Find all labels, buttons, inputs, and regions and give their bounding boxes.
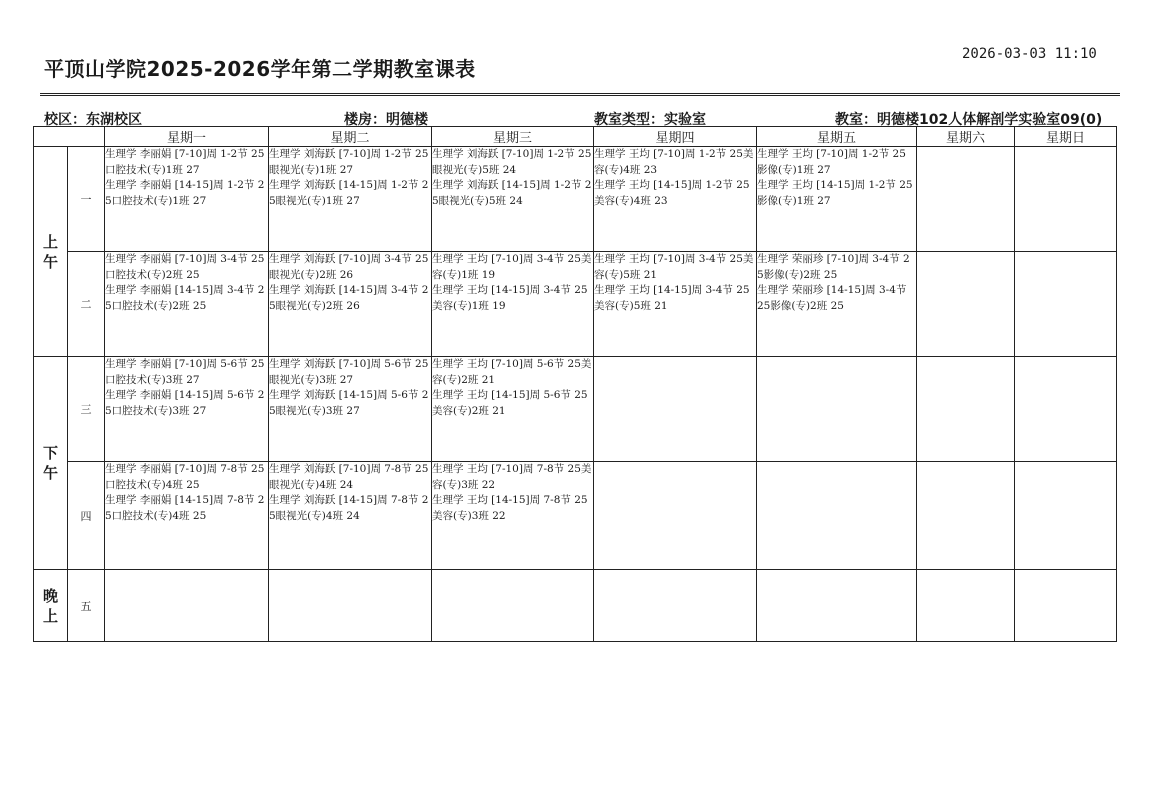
cell-s2-tue	[269, 252, 432, 357]
cell-s2-thu	[594, 252, 757, 357]
day-header-fri: 星期五	[757, 127, 917, 147]
cell-s5-sat	[917, 570, 1015, 642]
corner-cell	[34, 127, 105, 147]
cell-s3-thu	[594, 357, 757, 462]
slot-row-4	[34, 462, 1117, 570]
cell-s5-wed	[432, 570, 594, 642]
cell-s1-fri	[757, 147, 917, 252]
cell-s3-tue	[269, 357, 432, 462]
cell-s1-tue	[269, 147, 432, 252]
page-title: 平顶山学院2025-2026学年第二学期教室课表	[44, 57, 476, 81]
cell-s5-fri	[757, 570, 917, 642]
course-entry: 生理学 刘海跃 [7-10]周 7-8节 25眼视光(专)4班 24	[269, 463, 429, 491]
day-header-sun: 星期日	[1015, 127, 1117, 147]
period-evening	[34, 570, 68, 642]
slot-label-1: 一	[68, 147, 105, 252]
slot-label-3: 三	[68, 357, 105, 462]
cell-s1-mon	[105, 147, 269, 252]
cell-s4-thu	[594, 462, 757, 570]
period-evening-label: 晚上	[42, 586, 58, 625]
course-entry: 生理学 刘海跃 [7-10]周 5-6节 25眼视光(专)3班 27	[269, 358, 429, 386]
slot-label-4: 四	[68, 462, 105, 570]
course-entry: 生理学 王均 [14-15]周 3-4节 25美容(专)1班 19	[432, 284, 588, 312]
course-entry: 生理学 李丽娟 [14-15]周 3-4节 25口腔技术(专)2班 25	[105, 284, 265, 312]
cell-s4-fri	[757, 462, 917, 570]
course-entry: 生理学 刘海跃 [14-15]周 3-4节 25眼视光(专)2班 26	[269, 284, 429, 312]
course-entry: 生理学 刘海跃 [14-15]周 7-8节 25眼视光(专)4班 24	[269, 494, 429, 522]
cell-s4-tue	[269, 462, 432, 570]
course-entry: 生理学 刘海跃 [7-10]周 1-2节 25眼视光(专)1班 27	[269, 148, 429, 176]
cell-s4-wed	[432, 462, 594, 570]
period-morning-label: 上午	[42, 232, 58, 271]
printed-timestamp: 2026-03-03 11:10	[962, 46, 1097, 62]
course-entry: 生理学 刘海跃 [14-15]周 5-6节 25眼视光(专)3班 27	[269, 389, 429, 417]
day-header-wed: 星期三	[432, 127, 594, 147]
cell-s3-fri	[757, 357, 917, 462]
period-morning	[34, 147, 68, 357]
course-entry: 生理学 李丽娟 [7-10]周 1-2节 25口腔技术(专)1班 27	[105, 148, 265, 176]
slot-label-5: 五	[68, 570, 105, 642]
slot-row-5	[34, 570, 1117, 642]
day-header-row	[34, 127, 1117, 147]
course-entry: 生理学 李丽娟 [7-10]周 7-8节 25口腔技术(专)4班 25	[105, 463, 265, 491]
course-entry: 生理学 王均 [7-10]周 3-4节 25美容(专)5班 21	[594, 253, 754, 281]
course-entry: 生理学 李丽娟 [7-10]周 5-6节 25口腔技术(专)3班 27	[105, 358, 265, 386]
slot-row-2	[34, 252, 1117, 357]
slot-row-1	[34, 147, 1117, 252]
course-entry: 生理学 李丽娟 [7-10]周 3-4节 25口腔技术(专)2班 25	[105, 253, 265, 281]
room-label: 教室：明德楼102人体解剖学实验室09(0)	[835, 112, 1103, 128]
cell-s1-sun	[1015, 147, 1117, 252]
course-entry: 生理学 刘海跃 [14-15]周 1-2节 25眼视光(专)1班 27	[269, 179, 429, 207]
building-label: 楼房：明德楼	[344, 112, 428, 128]
course-entry: 生理学 刘海跃 [7-10]周 1-2节 25眼视光(专)5班 24	[432, 148, 592, 176]
cell-s1-wed	[432, 147, 594, 252]
course-entry: 生理学 王均 [7-10]周 3-4节 25美容(专)1班 19	[432, 253, 592, 281]
course-entry: 生理学 王均 [14-15]周 7-8节 25美容(专)3班 22	[432, 494, 588, 522]
course-entry: 生理学 李丽娟 [14-15]周 1-2节 25口腔技术(专)1班 27	[105, 179, 265, 207]
campus-label: 校区：东湖校区	[44, 112, 142, 128]
cell-s4-sat	[917, 462, 1015, 570]
cell-s5-thu	[594, 570, 757, 642]
course-entry: 生理学 王均 [7-10]周 5-6节 25美容(专)2班 21	[432, 358, 592, 386]
course-entry: 生理学 王均 [7-10]周 7-8节 25美容(专)3班 22	[432, 463, 592, 491]
day-header-sat: 星期六	[917, 127, 1015, 147]
course-entry: 生理学 刘海跃 [14-15]周 1-2节 25眼视光(专)5班 24	[432, 179, 592, 207]
day-header-mon: 星期一	[105, 127, 269, 147]
cell-s3-wed	[432, 357, 594, 462]
cell-s2-mon	[105, 252, 269, 357]
slot-row-3	[34, 357, 1117, 462]
cell-s3-sun	[1015, 357, 1117, 462]
cell-s2-wed	[432, 252, 594, 357]
cell-s4-mon	[105, 462, 269, 570]
day-header-tue: 星期二	[269, 127, 432, 147]
cell-s5-sun	[1015, 570, 1117, 642]
cell-s1-sat	[917, 147, 1015, 252]
cell-s5-tue	[269, 570, 432, 642]
course-entry: 生理学 王均 [14-15]周 5-6节 25美容(专)2班 21	[432, 389, 588, 417]
course-entry: 生理学 王均 [14-15]周 1-2节 25美容(专)4班 23	[594, 179, 750, 207]
cell-s3-mon	[105, 357, 269, 462]
day-header-thu: 星期四	[594, 127, 757, 147]
course-entry: 生理学 荣丽珍 [14-15]周 3-4节 25影像(专)2班 25	[757, 284, 907, 312]
course-entry: 生理学 王均 [14-15]周 3-4节 25美容(专)5班 21	[594, 284, 750, 312]
cell-s2-sat	[917, 252, 1015, 357]
cell-s4-sun	[1015, 462, 1117, 570]
course-entry: 生理学 王均 [7-10]周 1-2节 25美容(专)4班 23	[594, 148, 754, 176]
cell-s5-mon	[105, 570, 269, 642]
course-entry: 生理学 刘海跃 [7-10]周 3-4节 25眼视光(专)2班 26	[269, 253, 429, 281]
header-divider	[40, 93, 1120, 96]
course-entry: 生理学 王均 [14-15]周 1-2节 25影像(专)1班 27	[757, 179, 913, 207]
course-entry: 生理学 李丽娟 [14-15]周 7-8节 25口腔技术(专)4班 25	[105, 494, 265, 522]
cell-s3-sat	[917, 357, 1015, 462]
course-entry: 生理学 王均 [7-10]周 1-2节 25影像(专)1班 27	[757, 148, 906, 176]
period-afternoon-label: 下午	[42, 444, 58, 482]
period-afternoon	[34, 357, 68, 570]
course-entry: 生理学 李丽娟 [14-15]周 5-6节 25口腔技术(专)3班 27	[105, 389, 265, 417]
cell-s1-thu	[594, 147, 757, 252]
cell-s2-sun	[1015, 252, 1117, 357]
slot-label-2: 二	[68, 252, 105, 357]
course-entry: 生理学 荣丽珍 [7-10]周 3-4节 25影像(专)2班 25	[757, 253, 910, 281]
cell-s2-fri	[757, 252, 917, 357]
timetable-grid	[33, 126, 1117, 642]
room-type-label: 教室类型：实验室	[594, 112, 706, 128]
